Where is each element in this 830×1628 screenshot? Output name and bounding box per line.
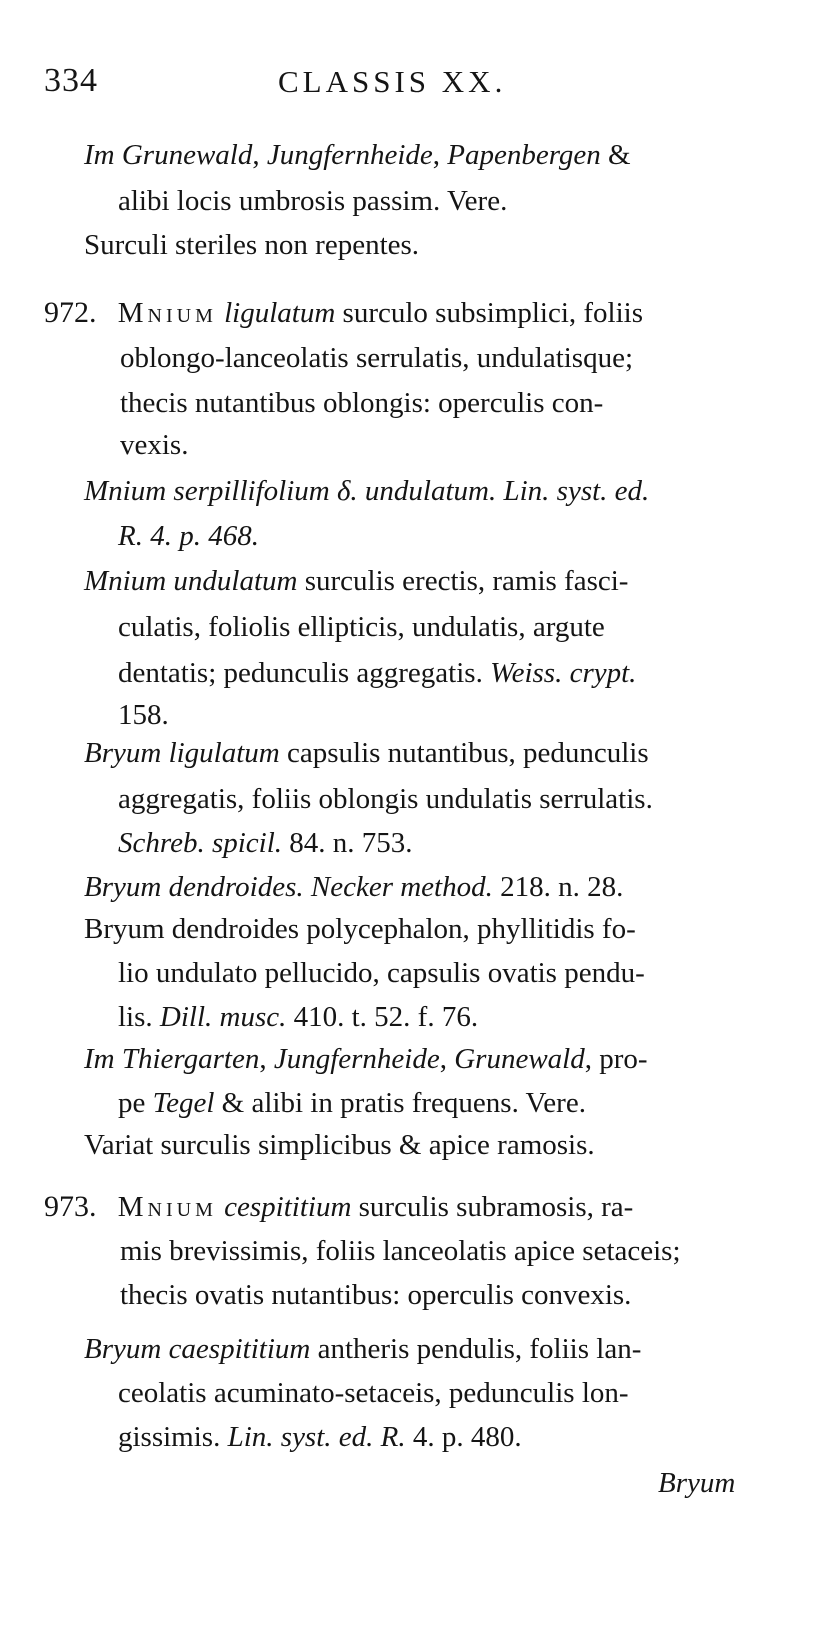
intro-line-2: alibi locis umbrosis passim. Vere. — [118, 185, 508, 217]
synonym-line: gissimis. Lin. syst. ed. R. 4. p. 480. — [118, 1421, 522, 1453]
intro-line-1: Im Grunewald, Jungfernheide, Papenbergen & — [84, 139, 631, 171]
locality-line: pe Tegel & alibi in pratis frequens. Vere. — [118, 1087, 586, 1119]
page-header — [44, 62, 784, 112]
genus-name: Mnium — [117, 1191, 217, 1223]
synonym-line: Schreb. spicil. 84. n. 753. — [118, 827, 413, 859]
entry-972-heading: 972. Mnium ligulatum surculo subsimplici, foliis — [44, 296, 644, 329]
synonym-line: culatis, foliolis ellipticis, undulatis, argute — [118, 611, 605, 643]
synonym-line: dentatis; pedunculis aggregatis. Weiss. crypt. — [118, 657, 637, 689]
entry-972-line-2: oblongo-lanceolatis serrulatis, undulatisque; — [120, 342, 634, 374]
page-number: 334 — [44, 62, 98, 99]
entry-973-line-2: mis brevissimis, foliis lanceolatis apice setaceis; — [120, 1235, 681, 1267]
entry-number: 972. — [44, 296, 97, 329]
locality-line: Im Thiergarten, Jungfernheide, Grunewald, pro- — [84, 1043, 648, 1075]
synonym-line: aggregatis, foliis oblongis undulatis serrulatis. — [118, 783, 653, 815]
variation-note: Variat surculis simplicibus & apice ramosis. — [84, 1129, 595, 1161]
running-title: CLASSIS XX. — [278, 64, 507, 99]
synonym-line: R. 4. p. 468. — [118, 520, 259, 552]
genus-name: Mnium — [117, 297, 217, 329]
entry-972-line-4: vexis. — [120, 429, 189, 461]
catchword: Bryum — [658, 1467, 736, 1499]
entry-number: 973. — [44, 1190, 97, 1223]
synonym-line: Mnium undulatum surculis erectis, ramis fasci- — [84, 565, 629, 597]
synonym-line: Bryum dendroides polycephalon, phyllitidis fo- — [84, 913, 636, 945]
synonym-line: 158. — [118, 699, 169, 731]
intro-line-3: Surculi steriles non repentes. — [84, 229, 420, 261]
synonym-line: Bryum dendroides. Necker method. 218. n. 28. — [84, 871, 624, 903]
synonym-line: ceolatis acuminato-setaceis, pedunculis lon- — [118, 1377, 629, 1409]
synonym-line: lis. Dill. musc. 410. t. 52. f. 76. — [118, 1001, 479, 1033]
synonym-line: Mnium serpillifolium δ. undulatum. Lin. syst. ed. — [84, 475, 650, 507]
species-name: ligulatum — [224, 297, 336, 329]
entry-972-line-3: thecis nutantibus oblongis: operculis con- — [120, 387, 604, 419]
entry-973-heading: 973. Mnium cespititium surculis subramosis, ra- — [44, 1190, 634, 1223]
synonym-line: Bryum caespititium antheris pendulis, foliis lan- — [84, 1333, 642, 1365]
synonym-line: Bryum ligulatum capsulis nutantibus, pedunculis — [84, 737, 649, 769]
synonym-line: lio undulato pellucido, capsulis ovatis pendu- — [118, 957, 645, 989]
species-name: cespititium — [224, 1191, 352, 1223]
entry-973-line-3: thecis ovatis nutantibus: operculis convexis. — [120, 1279, 632, 1311]
